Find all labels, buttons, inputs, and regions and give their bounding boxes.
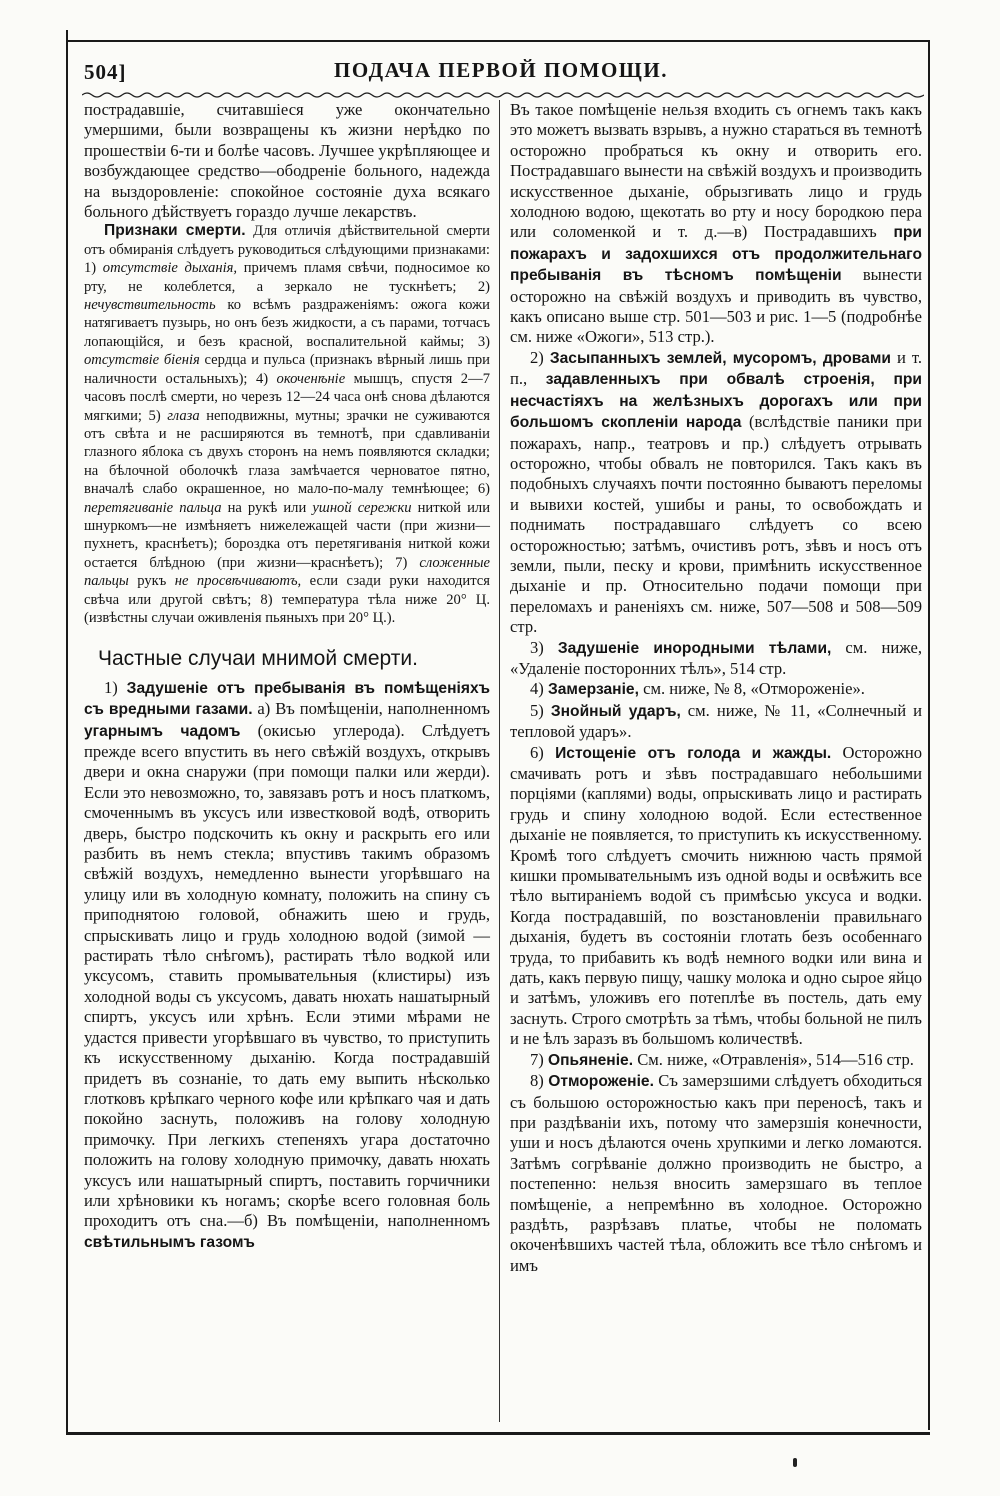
case-6-text: Осторожно смачивать ротъ и зѣвъ пострадавшаго небольшими порціями (каплями) воды, опрыскивать лицо и растирать грудь и спину холодною водой. Если естественное дыханіе не появляется, то приступить къ искусственному. Кромѣ того слѣдуетъ смочить нижнюю часть прямой кишки промывательнымъ изъ одной воды и освѣжить все тѣло вытираніемъ водой съ примѣсью уксуса и водки. Когда пострадавшій, по возстановленіи правильнаго дыханія, будетъ въ состояніи глотать безъ особеннаго труда, то прибавить къ водѣ немного водки или вина и дать, какъ первую пищу, чашку молока и одно сырое яйцо и затѣмъ, уложивъ его потеплѣе въ постель, дать ему заснуть. Строго смотрѣть за тѣмъ, чтобы больной не пилъ и не ѣлъ заразъ въ большомъ количествѣ.	[510, 742, 922, 1049]
page-frame-bottom-rule	[66, 1432, 930, 1435]
left-column	[84, 100, 490, 1253]
case-8-paragraph	[510, 1071, 922, 1276]
case-8-text: Съ замерзшими слѣдуетъ обходиться съ большою осторожностью какъ при переносѣ, такъ и при раздѣваніи ихъ, потому что замерзшія конечности, уши и носъ дѣлаются очень хрупкими и легко ломаются. Затѣмъ согрѣваніе должно производить не быстро, а постепенно: нельзя вносить замерзшаго въ теплое помѣщеніе, а непремѣнно въ холодное. Осторожно раздѣть, разрѣзавъ платье, чтобы не поломать окоченѣвшихъ частей тѣла, обложить все тѣло снѣгомъ и имъ	[510, 1071, 922, 1275]
case-3-heading: Задушеніе инородными тѣлами,	[557, 639, 832, 657]
case-5-heading: Знойный ударъ,	[550, 702, 681, 720]
sign-6-mid: на рукѣ или	[221, 499, 313, 516]
case-1-heading: Задушеніе отъ пребыванія въ помѣщеніяхъ съ вредными газами.	[84, 679, 490, 719]
sign-4: окоченѣніе	[276, 370, 346, 387]
case-4-number: 4)	[530, 679, 548, 699]
signs-intro: Для отличія дѣйствительной смерти отъ обмиранія слѣдуетъ руководиться слѣдующими признаками: 1)	[84, 223, 490, 277]
case-1-number: 1)	[104, 677, 127, 697]
sign-7: сложенные пальцы	[84, 554, 490, 590]
page-frame-top-rule	[66, 40, 930, 42]
case-5-paragraph	[510, 701, 922, 743]
sign-4-text: мышцъ, спустя 2—7 часовъ послѣ смерти, но черезъ 12—24 часа онѣ снова дѣлаются мягкими; 5)	[84, 370, 490, 424]
page-number: 504]	[84, 60, 127, 84]
sign-6-text: ниткой или шнуркомъ—не измѣняетъ нижележащей части (при жизни—пухнетъ, краснѣетъ); бороздка отъ перетягиванія ниткой кожи остается блѣдною (при жизни—краснѣетъ); 7)	[84, 499, 491, 571]
page-frame-right-rule	[928, 40, 930, 1430]
case-7-paragraph	[510, 1050, 922, 1071]
case-5-text: см. ниже, № 11, «Солнечный и тепловой ударъ».	[510, 700, 922, 742]
column-divider	[499, 100, 500, 1422]
case-6-heading: Истощеніе отъ голода и жажды.	[555, 744, 832, 762]
case-6-number: 6)	[530, 742, 556, 762]
paragraph-gas-continuation	[510, 100, 922, 348]
sign-7-mid: рукъ	[128, 573, 175, 590]
sign-1-text: причемъ пламя свѣчи, подносимое ко рту, не колеблется, а зеркало не тускнѣетъ; 2)	[84, 260, 490, 295]
sign-3-text: сердца и пульса (признакъ вѣрный лишь при наличности остальныхъ); 4)	[84, 352, 490, 387]
case-2-text: (вслѣдствіе паники при пожарахъ, напр., театровъ и пр.) слѣдуетъ отрывать осторожно, чтобы обвалъ не повторился. Такъ какъ въ подобныхъ случаяхъ почти постоянно бываютъ переломы и вывихи костей, ушибы и раны, то освобождать и поднимать пострадавшаго слѣдуетъ со всею осторожностью; затѣмъ, очистивъ ротъ, зѣвъ и носъ отъ земли, пыли, песку и крови, примѣнить искусственное дыханіе и пр. Относительно подачи помощи при переломахъ и раненіяхъ см. ниже, 507—508 и 508—509 стр.	[510, 412, 922, 637]
case-2-heading-2: задавленныхъ при обвалѣ строенія, при несчастіяхъ на желѣзныхъ дорогахъ или при большомъ скопленіи народа	[510, 371, 922, 432]
case-2-mid: и т. п.,	[510, 347, 922, 389]
case-2-number: 2)	[530, 347, 550, 367]
right-column	[510, 100, 922, 1276]
case-6-paragraph	[510, 743, 922, 1050]
ink-speck	[793, 1458, 797, 1467]
sign-2: нечувствительность	[84, 297, 216, 314]
case-1-gas: свѣтильнымъ газомъ	[84, 1233, 255, 1251]
case-4-heading: Замерзаніе,	[547, 681, 639, 699]
case-3-text: см. ниже, «Удаленіе посторонних тѣлъ», 514 стр.	[510, 637, 922, 678]
sign-2-text: ко всѣмъ раздраженіямъ: ожога кожи натягиваетъ пузырь, но онъ безъ жидкости, а съ парами, тотчасъ лопающійся, и безъ красной, воспалительной каймы; 3)	[84, 297, 490, 350]
sign-7-text: если сзади руки находится свѣча или другой свѣтъ; 8) температура тѣла ниже 20° Ц. (извѣстны случаи оживленія пьяныхъ при 20° Ц.).	[84, 573, 490, 626]
sign-1: отсутствіе дыханія,	[102, 260, 238, 277]
case-5-number: 5)	[530, 700, 551, 720]
case-8-number: 8)	[530, 1071, 549, 1091]
case-4-text: см. ниже, № 8, «Отмороженіе».	[638, 679, 865, 699]
section-title: Частные случаи мнимой смерти.	[98, 647, 418, 671]
sign-5-text: неподвижны, мутны; зрачки не суживаются отъ свѣта и не расширяются въ темнотѣ, при сдавливаніи глазного яблока съ двухъ сторонъ на немъ появляются складки; на бѣлочной оболочкѣ глаза замѣчается черноватое пятно, вначалѣ слабо окрашенное, но мало-по-малу темнѣющее; 6)	[84, 407, 490, 498]
case-1-ugar: угарнымъ чадомъ	[84, 722, 241, 740]
case-7-number: 7)	[530, 1049, 548, 1069]
running-title: ПОДАЧА ПЕРВОЙ ПОМОЩИ.	[334, 58, 668, 82]
case-7-text: См. ниже, «Отравленія», 514—516 стр.	[633, 1049, 914, 1069]
signs-heading: Признаки смерти.	[104, 222, 246, 240]
wavy-header-rule	[82, 90, 924, 100]
case-2-paragraph	[510, 348, 922, 638]
case-7-heading: Опьяненіе.	[547, 1051, 634, 1069]
sign-5: глаза	[167, 407, 200, 424]
case-1-a: а) Въ помѣщеніи, наполненномъ	[252, 699, 490, 719]
case-4-paragraph	[510, 679, 922, 700]
case-3-number: 3)	[530, 637, 558, 657]
case-8-heading: Отмороженіе.	[548, 1073, 654, 1091]
sign-3: отсутствіе біенія	[84, 352, 200, 369]
sign-6: перетягиваніе пальца	[84, 499, 222, 516]
case-3-paragraph	[510, 638, 922, 680]
case-1-paragraph	[84, 678, 490, 1253]
sign-7b: не просвѣчиваютъ,	[174, 573, 302, 590]
paragraph-continuation: пострадавшіе, считавшіеся уже окончательно умершими, были возвращены къ жизни нерѣдко по прошествіи 6-ти и болѣе часовъ. Лучшее укрѣпляющее и возбуждающее средство—ободреніе больного, надежда на выздоровленіе: спокойное состояніе духа всякаго больного дѣйствуетъ гораздо лучше лекарствъ.	[84, 100, 490, 222]
paragraph-signs-of-death	[84, 222, 490, 627]
gas-text: Въ такое помѣщеніе нельзя входить съ огнемъ такъ какъ это можетъ вызвать взрывъ, а нужно стараться въ темнотѣ осторожно пробраться къ окну и отворить его. Пострадавшаго вынести на свѣжій воздухъ и производить искусственное дыханіе, обрызгивать лицо и грудь холодною водою, щекотать во рту и носу бородкою пера или соломенкой и т. д.—в) Пострадавшихъ	[510, 100, 922, 242]
fire-text: вынести осторожно на свѣжій воздухъ и приводить въ чувство, какъ описано выше стр. 501—503 и рис. 1—5 (подробнѣе см. ниже «Ожоги», 513 стр.).	[510, 265, 922, 347]
sign-6b: ушной сережки	[312, 499, 412, 516]
fire-heading: при пожарахъ и задохшихся отъ продолжительнаго пребыванія въ тѣсномъ помѣщеніи	[510, 224, 922, 285]
case-1-text: (окисью углерода). Слѣдуетъ прежде всего впустить въ него свѣжій воздухъ, открывъ двери и окна снаружи (при помощи палки или жерди). Если это невозможно, то, завязавъ ротъ и носъ платкомъ, смоченнымъ въ уксусъ или известковой водѣ, отворить дверь, быстро подскочить къ окну и раскрыть его или разбить въ немъ стекла; впустивъ такимъ образомъ свѣжій воздухъ, немедленно вынести угорѣвшаго на улицу или въ холодную комнату, положить на спину съ приподнятою головой, обнажить шею и грудь, спрыскивать лицо и грудь холодною водой (зимой — растирать тѣло снѣгомъ), растирать тѣло водкой или уксусомъ, ставить промывательныя (клистиры) изъ холодной воды съ уксусомъ, давать нюхать нашатырный спиртъ, уксусъ или хрѣнъ. Если этими мѣрами не удастся привести угорѣвшаго въ чувство, то приступить къ искусственному дыханію. Когда пострадавшій придетъ въ сознаніе, то дать ему выпить нѣсколько глотковъ крѣпкаго черного кофе или крѣпкаго чая и дать покойно заснуть, положивъ на голову холодную примочку. При легкихъ степеняхъ угара достаточно положить на голову холодную примочку, давать нюхать уксусъ или нашатырный спиртъ, поставить горчичники или хрѣновики къ ногамъ; скорѣе всего головная боль проходитъ отъ сна.—б) Въ помѣщеніи, наполненномъ	[84, 720, 490, 1231]
case-2-heading: Засыпанныхъ землей, мусоромъ, дровами	[549, 349, 891, 367]
